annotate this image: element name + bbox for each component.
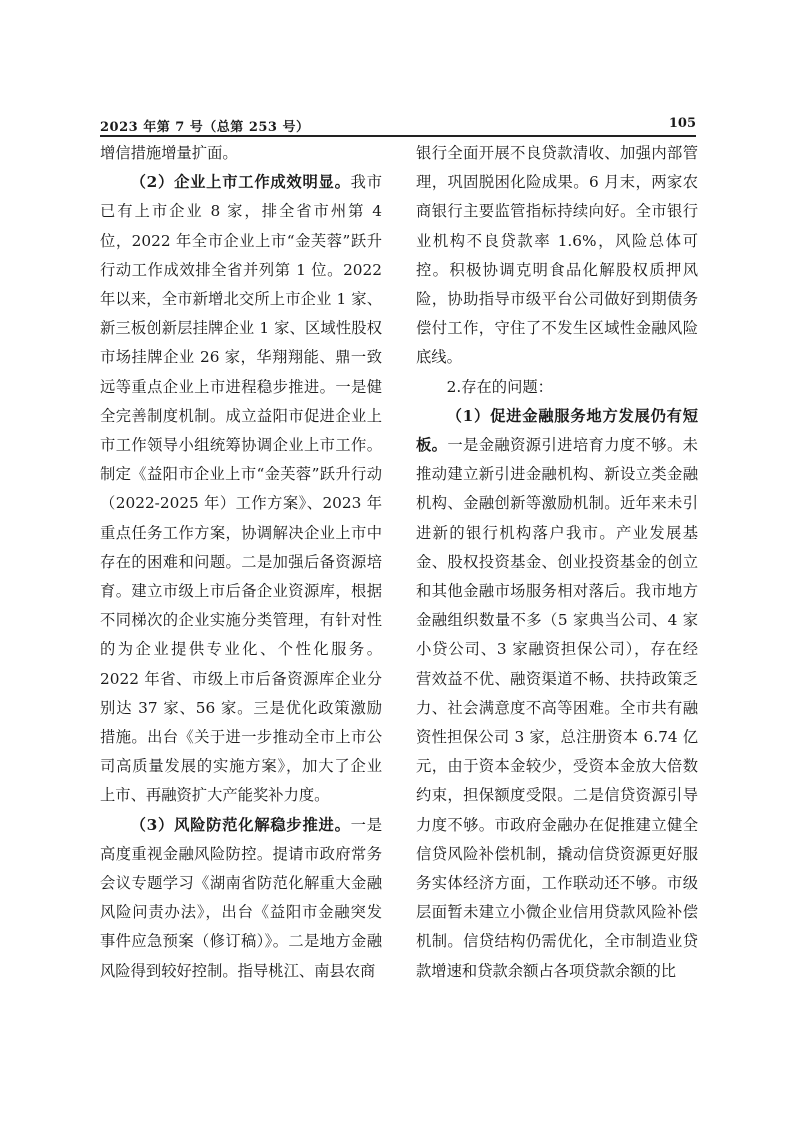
paragraph-body: 一是金融资源引进培育力度不够。未推动建立新引进金融机构、新设立类金融机构、金融创新等激励机制。近年来未引进新的银行机构落户我市。产业发展基金、股权投资基金、创业投资基金的创立和其他金融市场服务相对落后。我市地方金融组织数量不多（5 家典当公司、4 家小贷公司、3 家融资担保公司），存在经营效益不优、融资渠道不畅、扶持政策乏力、社会满意度不高等困难。全市共有融资性担保公司 3 家，总注册资本 6.74 亿元，由于资本金较少，受资本金放大倍数约束，担保额度受限。二是信贷资源引导力度不够。市政府金融办在促推建立健全信贷风险补偿机制，撬动信贷资源更好服务实体经济方面，工作联动还不够。市级层面暂未建立小微企业信用贷款风险补偿机制。信贷结构仍需优化，全市制造业贷款增速和贷款余额占各项贷款余额的比: [416, 436, 698, 980]
paragraph-body: 我市已有上市企业 8 家，排全省市州第 4 位，2022 年全市企业上市“金芙蓉”跃升行动工作成效排全省并列第 1 位。2022 年以来，全市新增北交所上市企业 1 家、新三板创新层挂牌企业 1 家、区域性股权市场挂牌企业 26 家，华翔翔能、鼎一致远等重点企业上市进程稳步推进。一是健全完善制度机制。成立益阳市促进企业上市工作领导小组统筹协调企业上市工作。制定《益阳市企业上市“金芙蓉”跃升行动（2022-2025 年）工作方案》、2023 年重点任务工作方案，协调解决企业上市中存在的困难和问题。二是加强后备资源培育。建立市级上市后备企业资源库，根据不同梯次的企业实施分类管理，有针对性的为企业提供专业化、个性化服务。2022 年省、市级上市后备资源库企业分别达 37 家、56 家。三是优化政策激励措施。出台《关于进一步推动全市上市公司高质量发展的实施方案》，加大了企业上市、再融资扩大产能奖补力度。: [100, 173, 382, 805]
left-column: [100, 139, 382, 986]
issue-label: 2023 年第 7 号（总第 253 号）: [100, 120, 310, 135]
right-column: [416, 139, 698, 986]
paragraph-problems: [416, 402, 698, 986]
page-number: 105: [668, 116, 696, 131]
paragraph-continuation: 增信措施增量扩面。: [100, 144, 238, 162]
paragraph-continuation: 银行全面开展不良贷款清收、加强内部管理，巩固脱困化险成果。6 月末，两家农商银行主要监管指标持续向好。全市银行业机构不良贷款率 1.6%，风险总体可控。积极协调克明食品化解股权质押风险，协助指导市级平台公司做好到期债务偿付工作，守住了不发生区域性金融风险底线。: [416, 144, 698, 367]
section-heading: 2.存在的问题：: [446, 377, 553, 396]
paragraph-risk: [100, 811, 382, 986]
paragraph-lead: （3）风险防范化解稳步推进。: [130, 815, 351, 834]
paragraph-lead: （2）企业上市工作成效明显。: [130, 173, 351, 192]
header-rule: [100, 135, 696, 137]
paragraph-body: 一是高度重视金融风险防控。提请市政府常务会议专题学习《湖南省防范化解重大金融风险问责办法》，出台《益阳市金融突发事件应急预案（修订稿）》。二是地方金融风险得到较好控制。指导桃江、南县农商: [100, 815, 382, 980]
paragraph-lead: （1）促进金融服务地方发展仍有短板。: [416, 406, 698, 455]
paragraph-listing: [100, 168, 382, 810]
